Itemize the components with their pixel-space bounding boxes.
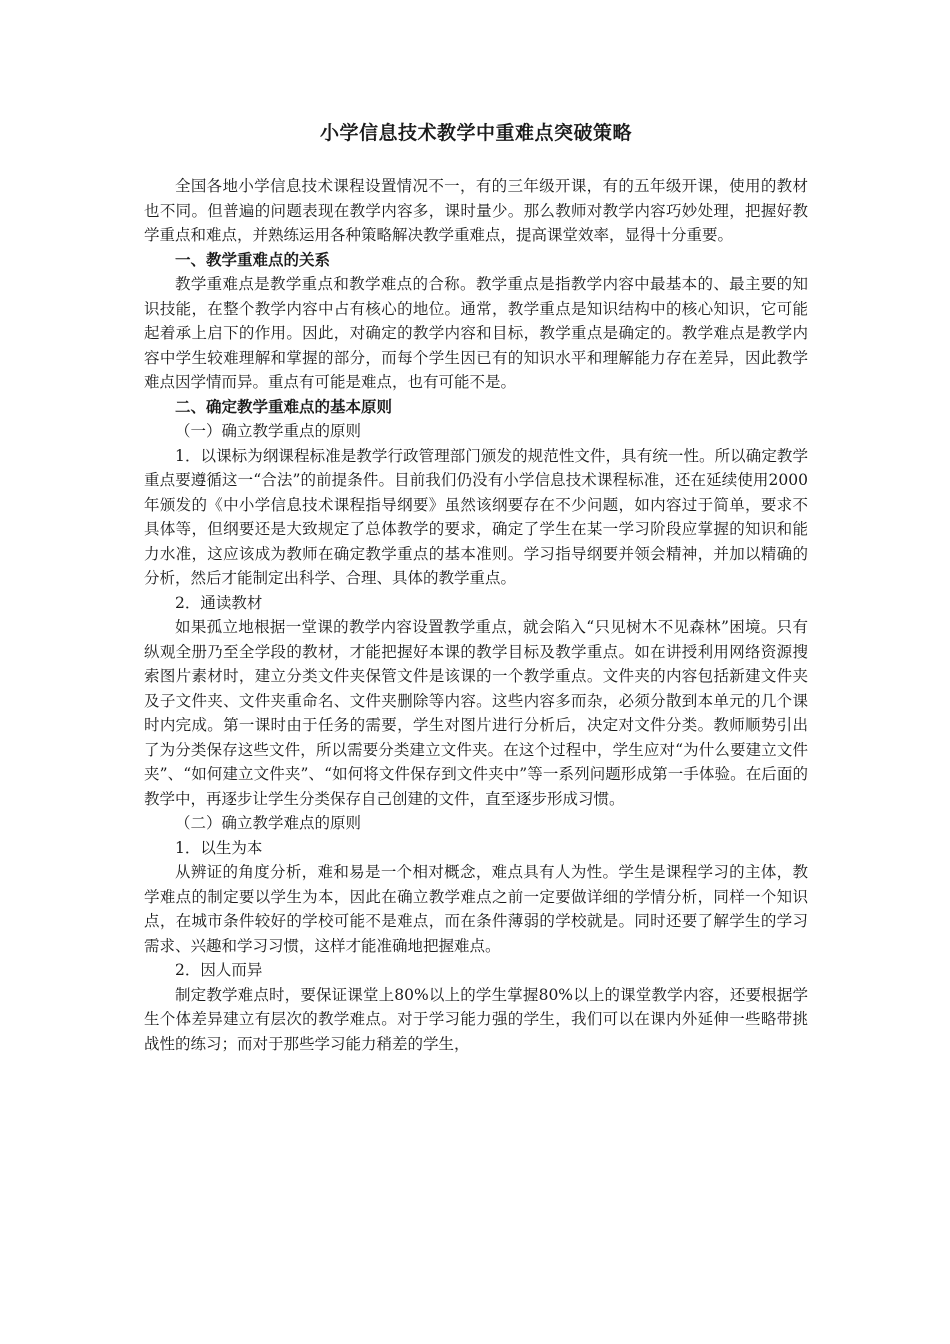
- body-paragraph: 全国各地小学信息技术课程设置情况不一，有的三年级开课，有的五年级开课，使用的教材也不同。但普遍的问题表现在教学内容多，课时量少。那么教师对教学内容巧妙处理，把握好教学重点和难点，并熟练运用各种策略解决教学重难点，提高课堂效率，显得十分重要。: [144, 177, 808, 244]
- subsection-heading: （一）确立教学重点的原则: [175, 422, 362, 440]
- section-heading: 一、教学重难点的关系: [175, 249, 331, 269]
- subsection-heading: 1．以生为本: [175, 838, 263, 857]
- body-paragraph: 制定教学难点时，要保证课堂上80%以上的学生掌握80%以上的课堂教学内容，还要根据学生个体差异建立有层次的教学难点。对于学习能力强的学生，我们可以在课内外延伸一些略带挑战性的练习；而对于那些学习能力稍差的学生，: [144, 985, 808, 1053]
- section-heading: 二、确定教学重难点的基本原则: [175, 396, 393, 416]
- subsection-heading: （二）确立教学难点的原则: [175, 814, 362, 832]
- body-paragraph: 教学重难点是教学重点和教学难点的合称。教学重点是指教学内容中最基本的、最主要的知识技能，在整个教学内容中占有核心的地位。通常，教学重点是知识结构中的核心知识，它可能起着承上启下的作用。因此，对确定的教学内容和目标，教学重点是确定的。教学难点是教学内容中学生较难理解和掌握的部分，而每个学生因已有的知识水平和理解能力存在差异，因此教学难点因学情而异。重点有可能是难点，也有可能不是。: [144, 275, 808, 391]
- document-title: 小学信息技术教学中重难点突破策略: [319, 122, 632, 144]
- body-paragraph: 1．以课标为纲课程标准是教学行政管理部门颁发的规范性文件，具有统一性。所以确定教学重点要遵循这一“合法”的前提条件。目前我们仍没有小学信息技术课程标准，还在延续使用2000年颁发的《中小学信息技术课程指导纲要》虽然该纲要存在不少问题，如内容过于简单，要求不具体等，但纲要还是大致规定了总体教学的要求，确定了学生在某一学习阶段应掌握的知识和能力水准，这应该成为教师在确定教学重点的基本准则。学习指导纲要并领会精神，并加以精确的分析，然后才能制定出科学、合理、具体的教学重点。: [144, 446, 808, 587]
- subsection-heading: 2．通读教材: [175, 593, 263, 612]
- body-paragraph: 如果孤立地根据一堂课的教学内容设置教学重点，就会陷入“只见树木不见森林”困境。只有纵观全册乃至全学段的教材，才能把握好本课的教学目标及教学重点。如在讲授利用网络资源搜索图片素材时，建立分类文件夹保管文件是该课的一个教学重点。文件夹的内容包括新建文件夹及子文件夹、文件夹重命名、文件夹删除等内容。这些内容多而杂，必须分散到本单元的几个课时内完成。第一课时由于任务的需要，学生对图片进行分析后，决定对文件分类。教师顺势引出了为分类保存这些文件，所以需要分类建立文件夹。在这个过程中，学生应对“为什么要建立文件夹”、“如何建立文件夹”、“如何将文件保存到文件夹中”等一系列问题形成第一手体验。在后面的教学中，再逐步让学生分类保存自己创建的文件，直至逐步形成习惯。: [144, 618, 808, 808]
- paragraph-list: [144, 174, 808, 1056]
- subsection-heading: 2．因人而异: [175, 961, 263, 979]
- body-paragraph: 从辨证的角度分析，难和易是一个相对概念，难点具有人为性。学生是课程学习的主体，教学难点的制定要以学生为本，因此在确立教学难点之前一定要做详细的学情分析，同样一个知识点，在城市条件较好的学校可能不是难点，而在条件薄弱的学校就是。同时还要了解学生的学习需求、兴趣和学习习惯，这样才能准确地把握难点。: [144, 863, 808, 955]
- document-body: [144, 118, 808, 1056]
